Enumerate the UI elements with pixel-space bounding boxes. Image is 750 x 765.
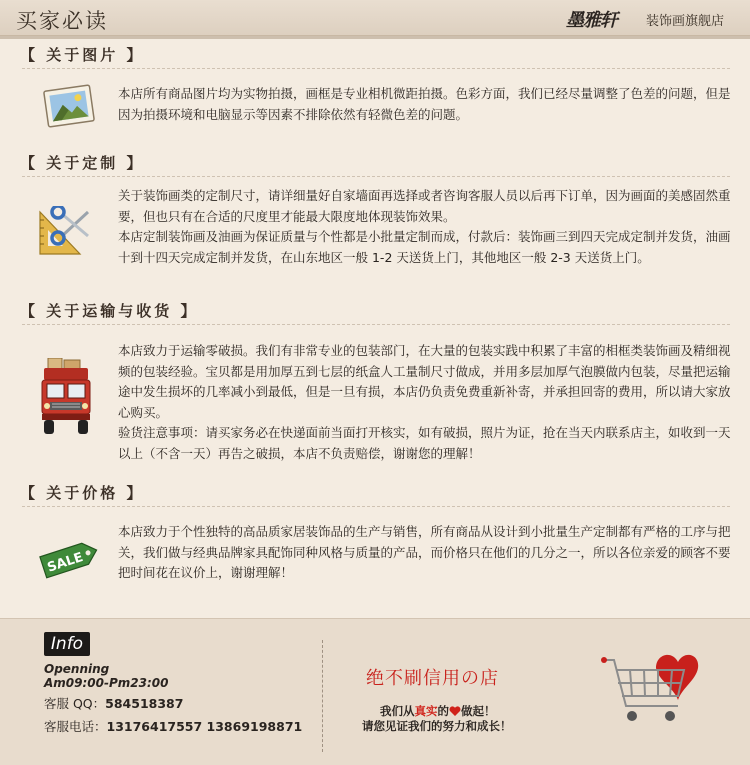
section-body-custom bbox=[118, 186, 736, 268]
paragraph: 本店定制装饰画及油画为保证质量与个性都是小批量定制而成，付款后：装饰画三到四天完成定制并发货，油画十到十四天完成定制并发货，在山东地区一般 1-2 天送货上门，其他地区一般 2-3 天送货上门。 bbox=[118, 229, 731, 265]
promise-text: 我们从 bbox=[380, 704, 415, 718]
photo-icon bbox=[40, 82, 98, 134]
phone-value[interactable]: 13176417557 13869198871 bbox=[106, 719, 303, 734]
paragraph: 关于装饰画类的定制尺寸，请详细量好自家墙面再选择或者咨询客服人员以后再下订单，因为画面的美感固然重要，但也只有在合适的尺度里才能最大限度地体现装饰效果。 bbox=[118, 188, 731, 224]
info-badge: Info bbox=[44, 632, 90, 656]
section-heading-price: 【 关于价格 】 bbox=[20, 484, 145, 502]
page-title: 买家必读 bbox=[16, 9, 108, 33]
section-body-pictures bbox=[118, 84, 736, 125]
section-body-price bbox=[118, 522, 736, 584]
truck-icon bbox=[38, 358, 94, 442]
qq-value[interactable]: 584518387 bbox=[105, 696, 184, 711]
section-divider bbox=[22, 506, 730, 507]
phone-contact bbox=[44, 717, 302, 735]
paragraph: 本店致力于运输零破损。我们有非常专业的包装部门，在大量的包装实践中积累了丰富的相框类装饰画及精细视频的包装经验。宝贝都是用加厚五到七层的纸盒人工量制尺寸做成，并用多层加厚气泡膜做内包装，尽量把运输途中发生损坏的几率减小到最低，但是一旦有损，本店仍负责免费重新补寄，并承担回寄的费用，所以请大家放心购买。 bbox=[118, 343, 731, 420]
sale-tag-icon bbox=[36, 534, 102, 588]
promise-line-1 bbox=[380, 703, 496, 719]
qq-label: 客服 QQ： bbox=[44, 696, 106, 711]
footer-divider bbox=[322, 640, 323, 752]
section-divider bbox=[22, 324, 730, 325]
paragraph: 本店致力于个性独特的高品质家居装饰品的生产与销售，所有商品从设计到小批量生产定制都有严格的工序与把关，我们做与经典品牌家具配饰同种风格与质量的产品，而价格只在他们的几分之一，所以各位亲爱的顾客不要把时间花在议价上，谢谢理解！ bbox=[118, 524, 731, 580]
scissors-ruler-icon bbox=[36, 206, 102, 262]
paragraph: 本店所有商品图片均为实物拍摄，画框是专业相机微距拍摄。色彩方面，我们已经尽量调整了色差的问题，但是因为拍摄环境和电脑显示等因素不排除依然有轻微色差的问题。 bbox=[118, 86, 731, 122]
section-heading-custom: 【 关于定制 】 bbox=[20, 154, 145, 172]
phone-label: 客服电话： bbox=[44, 719, 107, 734]
section-divider bbox=[22, 68, 730, 69]
page-header bbox=[0, 0, 750, 36]
sale-tag-text: SALE bbox=[45, 550, 86, 576]
small-heart-icon bbox=[449, 704, 461, 718]
opening-hours-label: Openning bbox=[44, 662, 110, 676]
section-body-shipping bbox=[118, 341, 736, 464]
paragraph: 验货注意事项：请买家务必在快递面前当面打开核实，如有破损，照片为证，抢在当天内联系店主，如收到一天以上（不含一天）再告之破损，本店不负责赔偿，谢谢您的理解！ bbox=[118, 425, 731, 461]
slogan: 绝不刷信用の店 bbox=[366, 668, 499, 689]
qq-contact bbox=[44, 694, 183, 712]
promise-text: 做起！ bbox=[461, 704, 496, 718]
opening-hours-value: Am09:00-Pm23:00 bbox=[44, 676, 169, 690]
shopping-cart-heart-icon bbox=[600, 652, 710, 736]
promise-line-2: 请您见证我们的努力和成长！ bbox=[362, 719, 512, 733]
header-divider bbox=[0, 36, 750, 39]
promise-text: 的 bbox=[437, 704, 449, 718]
section-heading-shipping: 【 关于运输与收货 】 bbox=[20, 302, 199, 320]
brand-logo: 墨雅轩 bbox=[566, 10, 617, 31]
promise-highlight: 真实 bbox=[414, 704, 438, 718]
section-divider bbox=[22, 176, 730, 177]
brand-store-name: 装饰画旗舰店 bbox=[646, 14, 725, 29]
section-heading-pictures: 【 关于图片 】 bbox=[20, 46, 145, 64]
